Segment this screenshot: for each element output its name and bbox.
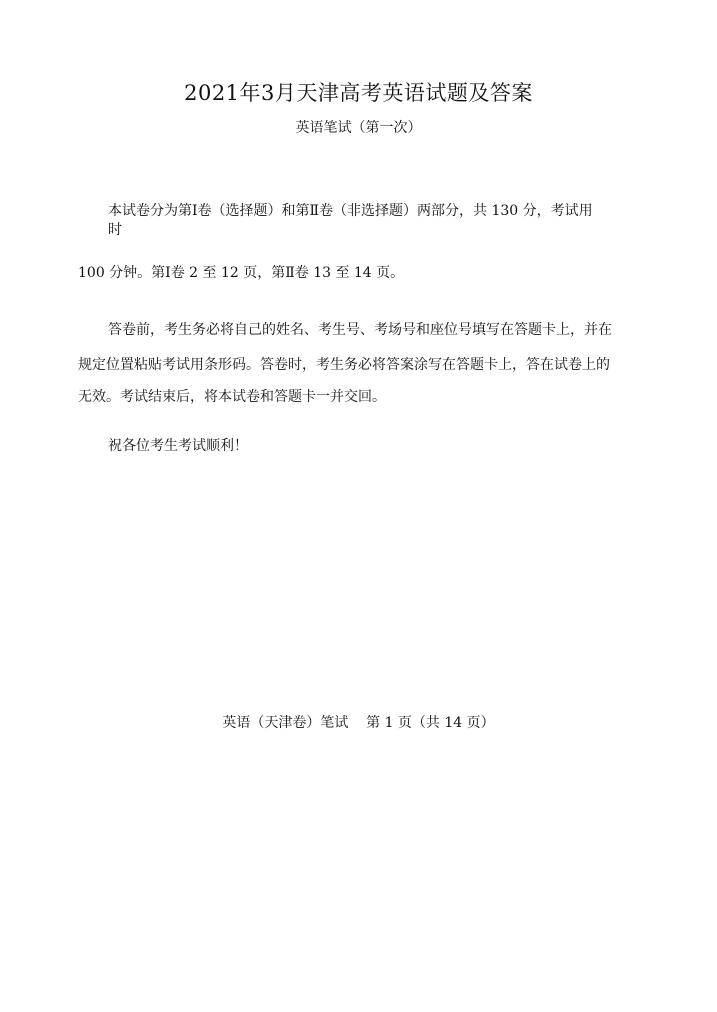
instructions-paragraph-line-1: 答卷前，考生务必将自己的姓名、考生号、考场号和座位号填写在答题卡上，并在 — [108, 322, 612, 338]
intro-paragraph-line-2: 时 — [108, 222, 122, 238]
instructions-paragraph-line-2: 规定位置粘贴考试用条形码。答卷时，考生务必将答案涂写在答题卡上，答在试卷上的 — [78, 357, 610, 373]
intro-paragraph-line-3: 100 分钟。第Ⅰ卷 2 至 12 页，第Ⅱ卷 13 至 14 页。 — [78, 265, 405, 281]
page-subtitle: 英语笔试（第一次） — [295, 120, 422, 136]
page-footer: 英语（天津卷）笔试 第 1 页（共 14 页） — [222, 715, 495, 731]
page-title: 2021年3月天津高考英语试题及答案 — [184, 81, 533, 105]
good-luck-line: 祝各位考生考试顺利！ — [108, 438, 248, 454]
instructions-paragraph-line-3: 无效。考试结束后，将本试卷和答题卡一并交回。 — [78, 389, 386, 405]
intro-paragraph-line-1: 本试卷分为第Ⅰ卷（选择题）和第Ⅱ卷（非选择题）两部分，共 130 分，考试用 — [108, 203, 593, 219]
